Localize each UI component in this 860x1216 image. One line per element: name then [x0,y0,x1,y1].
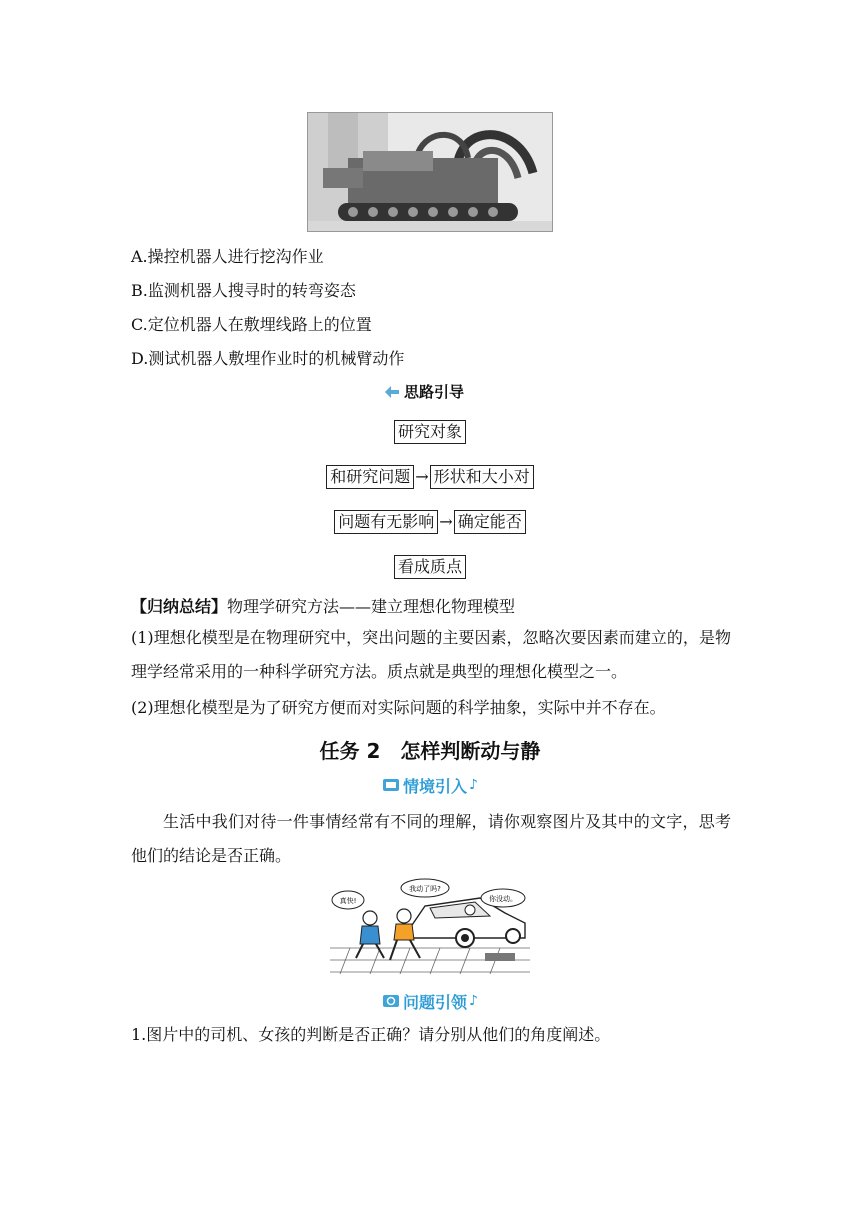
guide-heading-text: 思路引导 [404,383,465,401]
question-badge-text: 问题引领 [403,992,468,1012]
question-badge [380,990,480,1012]
bubble-boy: 我动了吗? [409,885,441,893]
option-b: B.监测机器人搜寻时的转弯姿态 [131,281,356,300]
task-2-intro: 生活中我们对待一件事情经常有不同的理解，请你观察图片及其中的文字，思考他们的结论是否正确。 [131,812,731,865]
flourish-icon: ♪ [469,993,478,1009]
summary-label: 【归纳总结】 [131,597,228,616]
guide-box: 研究对象 [394,420,466,444]
scene-badge-text: 情境引入 [403,776,468,796]
task-2-title: 任务 2 怎样判断动与静 [319,739,541,763]
diamond-arrow-icon [384,385,400,399]
arrow-right-icon: → [415,467,429,486]
robot-photo [307,112,553,232]
scene-badge [380,774,480,796]
guide-box: 问题有无影响 [334,510,438,534]
guide-row-4 [0,555,860,579]
scene-icon [382,777,400,793]
guide-row-1 [0,420,860,444]
option-a: A.操控机器人进行挖沟作业 [131,247,324,266]
option-c: C.定位机器人在敷埋线路上的位置 [131,315,372,334]
robot-illustration [308,113,552,231]
summary-title: 物理学研究方法——建立理想化物理模型 [227,597,516,616]
guide-row-2 [0,465,860,489]
question-1: 1.图片中的司机、女孩的判断是否正确？请分别从他们的角度阐述。 [131,1025,611,1044]
guide-heading [384,381,464,402]
summary-paragraph-2: (2)理想化模型是为了研究方便而对实际问题的科学抽象，实际中并不存在。 [131,698,666,717]
summary-paragraph-1: (1)理想化模型是在物理研究中，突出问题的主要因素，忽略次要因素而建立的，是物理学经常采用的一种科学研究方法。质点就是典型的理想化模型之一。 [131,628,731,681]
bubble-girl: 真快! [339,897,357,905]
flourish-icon: ♪ [469,777,478,793]
guide-box: 确定能否 [454,510,526,534]
guide-box: 形状和大小对 [430,465,534,489]
guide-row-3 [0,510,860,534]
question-icon [382,993,400,1009]
summary-heading [131,597,515,617]
arrow-right-icon: → [439,512,453,531]
car-children-cartoon [330,878,530,974]
option-d: D.测试机器人敷埋作业时的机械臂动作 [131,349,405,368]
bubble-driver: 你没动。 [489,895,517,903]
guide-box: 看成质点 [394,555,466,579]
guide-box: 和研究问题 [326,465,414,489]
cartoon-illustration [330,878,530,974]
